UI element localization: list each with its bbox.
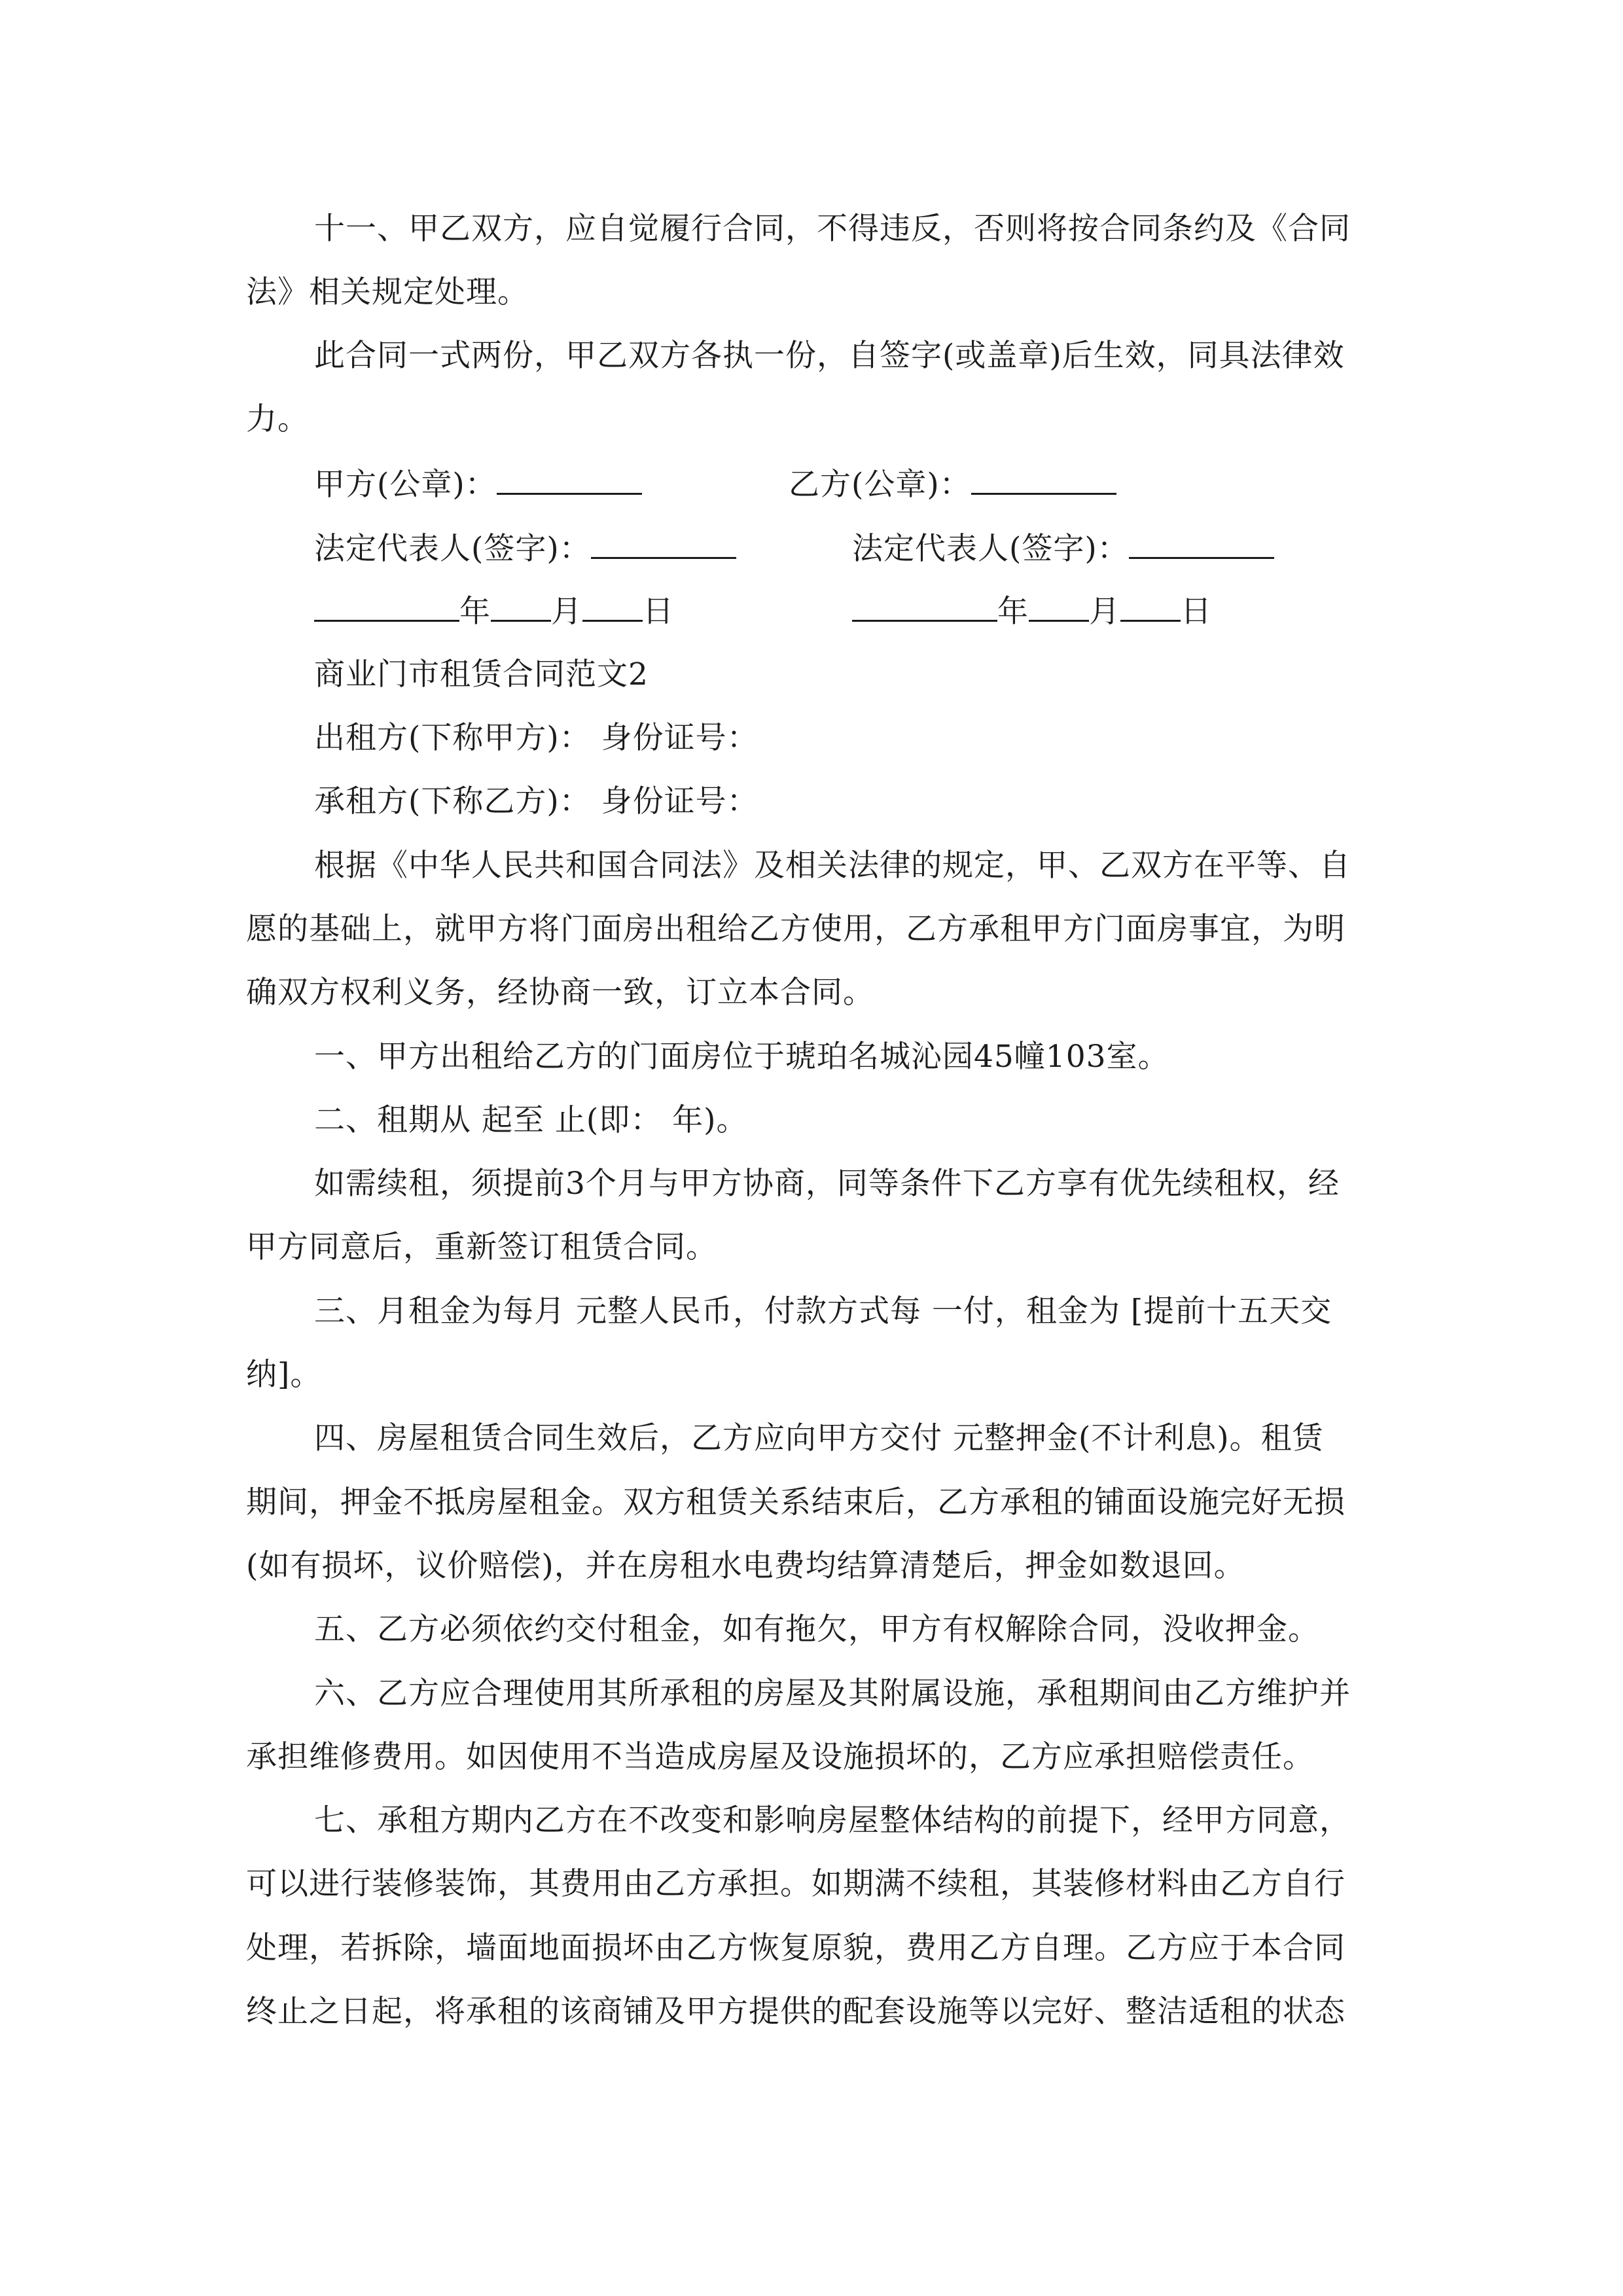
party-b-seal-row <box>789 464 1116 505</box>
clause-4-line-3: (如有损坏，议价赔偿)，并在房租水电费均结算清楚后，押金如数退回。 <box>246 1548 1245 1584</box>
party-b-seal-label: 乙方(公章)： <box>789 467 971 503</box>
date-a-row <box>314 591 674 632</box>
rep-b-blank[interactable] <box>1129 528 1274 559</box>
clause-3-line-1: 三、月租金为每月 元整人民币，付款方式每 一付，租金为 [提前十五天交 <box>314 1293 1332 1329</box>
date-b-month-label: 月 <box>1089 594 1120 630</box>
party-b-seal-blank[interactable] <box>971 464 1116 495</box>
party-a-seal-label: 甲方(公章)： <box>314 467 497 503</box>
date-a-month-label: 月 <box>551 594 582 630</box>
clause-4-line-2: 期间，押金不抵房屋租金。双方租赁关系结束后，乙方承租的铺面设施完好无损 <box>246 1484 1346 1520</box>
preamble-line-1: 根据《中华人民共和国合同法》及相关法律的规定，甲、乙双方在平等、自 <box>314 848 1351 884</box>
preamble-line-3: 确双方权利义务，经协商一致，订立本合同。 <box>246 975 874 1011</box>
preamble-line-2: 愿的基础上，就甲方将门面房出租给乙方使用，乙方承租甲方门面房事宜，为明 <box>246 911 1346 947</box>
date-a-month-blank[interactable] <box>491 591 551 622</box>
clause-4-line-1: 四、房屋租赁合同生效后，乙方应向甲方交付 元整押金(不计利息)。租赁 <box>314 1420 1324 1456</box>
rep-b-label: 法定代表人(签字)： <box>852 531 1129 567</box>
rep-b-row <box>852 528 1274 569</box>
party-a-seal-row <box>314 464 642 505</box>
effect-line-2: 力。 <box>246 401 309 437</box>
clause-11-line-1: 十一、甲乙双方，应自觉履行合同，不得违反，否则将按合同条约及《合同 <box>314 211 1351 247</box>
clause-5: 五、乙方必须依约交付租金，如有拖欠，甲方有权解除合同，没收押金。 <box>314 1611 1319 1647</box>
clause-1: 一、甲方出租给乙方的门面房位于琥珀名城沁园45幢103室。 <box>314 1039 1169 1075</box>
party-a-seal-blank[interactable] <box>497 464 642 495</box>
date-b-year-label: 年 <box>997 594 1029 630</box>
effect-line-1: 此合同一式两份，甲乙双方各执一份，自签字(或盖章)后生效，同具法律效 <box>314 338 1345 374</box>
lessee-line: 承租方(下称乙方)： 身份证号： <box>314 783 758 819</box>
date-a-day-label: 日 <box>643 594 674 630</box>
rep-a-row <box>314 528 736 569</box>
date-b-day-blank[interactable] <box>1120 591 1181 622</box>
rep-a-label: 法定代表人(签字)： <box>314 531 591 567</box>
date-b-month-blank[interactable] <box>1029 591 1089 622</box>
clause-6-line-1: 六、乙方应合理使用其所承租的房屋及其附属设施，承租期间由乙方维护并 <box>314 1676 1351 1712</box>
section-title: 商业门市租赁合同范文2 <box>314 656 649 692</box>
clause-7-line-4: 终止之日起，将承租的该商铺及甲方提供的配套设施等以完好、整洁适租的状态 <box>246 1994 1346 2030</box>
date-a-year-blank[interactable] <box>314 591 459 622</box>
lessor-line: 出租方(下称甲方)： 身份证号： <box>314 720 758 756</box>
date-a-day-blank[interactable] <box>582 591 643 622</box>
date-b-day-label: 日 <box>1181 594 1212 630</box>
clause-3-line-2: 纳]。 <box>246 1357 322 1393</box>
date-b-year-blank[interactable] <box>852 591 997 622</box>
clause-11-line-2: 法》相关规定处理。 <box>246 274 529 310</box>
date-b-row <box>852 591 1212 632</box>
clause-2: 二、租期从 起至 止(即： 年)。 <box>314 1102 748 1138</box>
clause-7-line-1: 七、承租方期内乙方在不改变和影响房屋整体结构的前提下，经甲方同意， <box>314 1803 1351 1839</box>
clause-6-line-2: 承担维修费用。如因使用不当造成房屋及设施损坏的，乙方应承担赔偿责任。 <box>246 1739 1314 1775</box>
clause-7-line-3: 处理，若拆除，墙面地面损坏由乙方恢复原貌，费用乙方自理。乙方应于本合同 <box>246 1930 1346 1966</box>
date-a-year-label: 年 <box>459 594 491 630</box>
clause-7-line-2: 可以进行装修装饰，其费用由乙方承担。如期满不续租，其装修材料由乙方自行 <box>246 1866 1346 1902</box>
rep-a-blank[interactable] <box>591 528 736 559</box>
renewal-line-2: 甲方同意后，重新签订租赁合同。 <box>246 1229 717 1265</box>
renewal-line-1: 如需续租，须提前3个月与甲方协商，同等条件下乙方享有优先续租权，经 <box>314 1166 1340 1202</box>
